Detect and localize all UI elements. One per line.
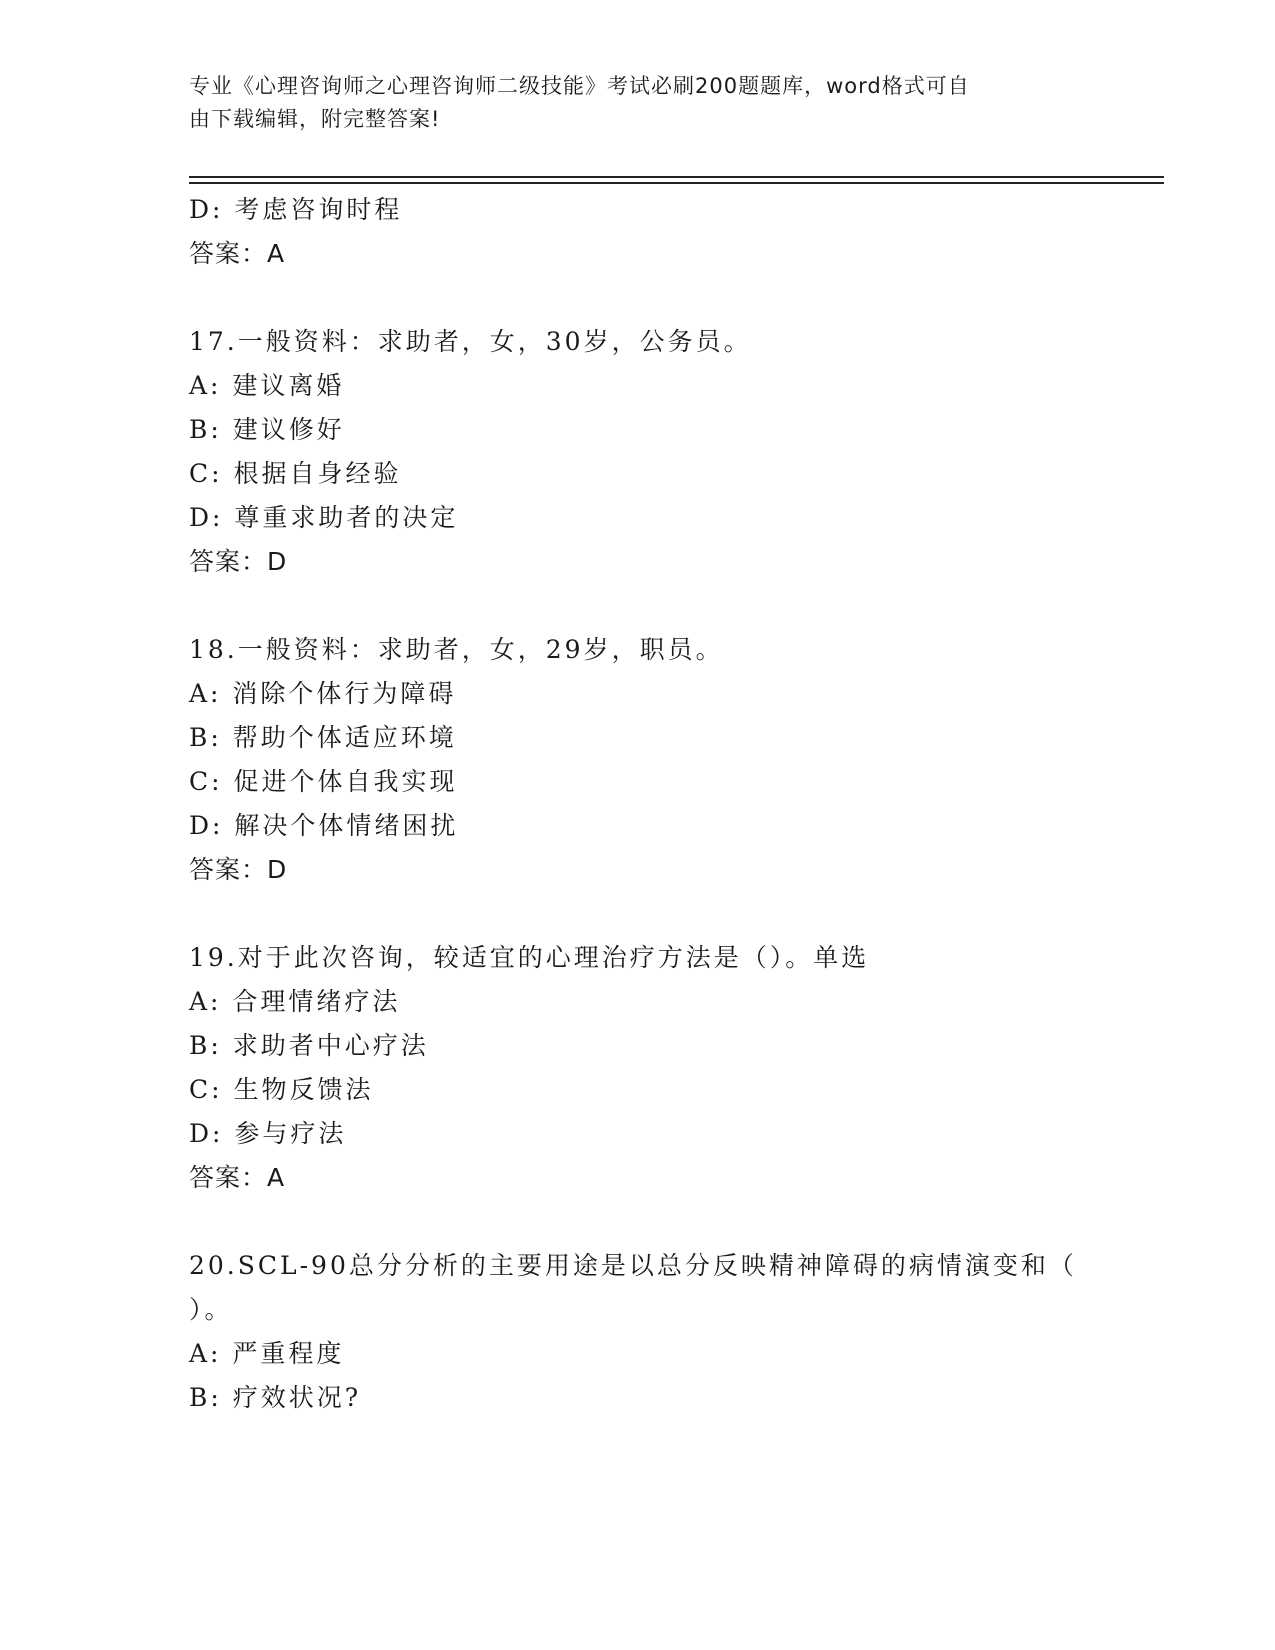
header-line-2: 由下载编辑，附完整答案! <box>189 107 441 131</box>
q17-option-b: B: 建议修好 <box>189 415 345 444</box>
q19-option-d: D: 参与疗法 <box>189 1119 347 1148</box>
q17-answer: 答案：D <box>189 547 288 576</box>
header-divider-top <box>189 176 1164 178</box>
q17-option-a: A: 建议离婚 <box>189 371 345 400</box>
q18-option-b: B: 帮助个体适应环境 <box>189 723 457 752</box>
q19-option-b: B: 求助者中心疗法 <box>189 1031 429 1060</box>
prev-answer: 答案：A <box>189 239 286 268</box>
q19-option-c: C: 生物反馈法 <box>189 1075 374 1104</box>
document-header <box>189 70 1089 136</box>
q20-option-a: A: 严重程度 <box>189 1339 345 1368</box>
q20-option-b: B: 疗效状况? <box>189 1383 362 1412</box>
q20-stem-line-1: 20.SCL-90总分分析的主要用途是以总分反映精神障碍的病情演变和（ <box>189 1251 1077 1280</box>
q18-option-d: D: 解决个体情绪困扰 <box>189 811 459 840</box>
q18-option-a: A: 消除个体行为障碍 <box>189 679 457 708</box>
q18-answer: 答案：D <box>189 855 288 884</box>
header-line-1: 专业《心理咨询师之心理咨询师二级技能》考试必刷200题题库，word格式可自 <box>189 74 970 98</box>
q19-answer: 答案：A <box>189 1163 286 1192</box>
q19-option-a: A: 合理情绪疗法 <box>189 987 401 1016</box>
q18-option-c: C: 促进个体自我实现 <box>189 767 458 796</box>
prev-option-d: D: 考虑咨询时程 <box>189 195 403 224</box>
header-divider-bottom <box>189 182 1164 184</box>
q19-stem: 19.对于此次咨询，较适宜的心理治疗方法是（）。单选 <box>189 943 870 972</box>
q17-option-c: C: 根据自身经验 <box>189 459 402 488</box>
q17-stem: 17.一般资料：求助者，女，30岁，公务员。 <box>189 327 752 356</box>
q17-option-d: D: 尊重求助者的决定 <box>189 503 459 532</box>
q20-stem-line-2: ）。 <box>189 1295 233 1324</box>
q18-stem: 18.一般资料：求助者，女，29岁，职员。 <box>189 635 724 664</box>
